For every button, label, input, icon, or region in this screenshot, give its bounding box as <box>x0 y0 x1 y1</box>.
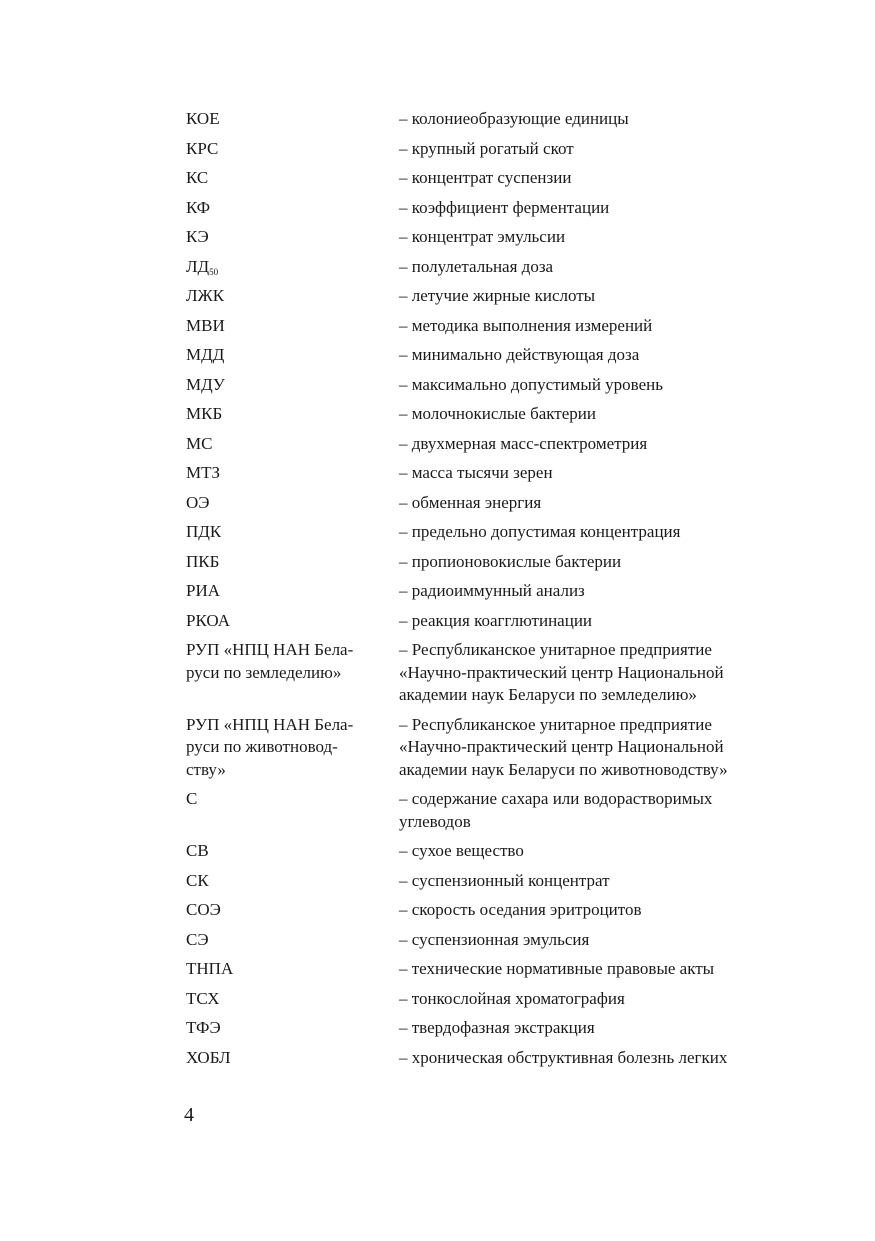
abbreviation-definition: – сухое вещество <box>399 841 524 860</box>
abbreviation-row <box>186 403 786 426</box>
abbreviation-term-text: ТНПА <box>186 959 234 978</box>
abbreviation-row <box>186 315 786 338</box>
abbreviation-row <box>186 639 786 707</box>
abbreviation-definition: – масса тысячи зерен <box>399 463 553 482</box>
abbreviation-term-text: МВИ <box>186 315 225 335</box>
abbreviation-definition: – методика выполнения измерений <box>399 315 653 335</box>
abbreviation-definition: – реакция коагглютинации <box>399 610 593 630</box>
abbreviation-term-text: МТЗ <box>186 463 221 482</box>
abbreviation-definition: – содержание сахара или водорастворимых углеводов <box>399 789 713 831</box>
abbreviation-term <box>186 988 399 1011</box>
abbreviation-term-text: ТФЭ <box>186 1018 221 1037</box>
abbreviation-row <box>186 840 786 863</box>
abbreviation-definition: – обменная энергия <box>399 492 542 512</box>
abbreviation-term-text: КЭ <box>186 227 209 246</box>
abbreviation-term <box>186 492 399 515</box>
abbreviation-row <box>186 197 786 220</box>
abbreviation-definition: – летучие жирные кислоты <box>399 286 596 305</box>
abbreviation-definition: – полулетальная доза <box>399 256 554 276</box>
abbreviation-definition: – концентрат эмульсии <box>399 227 566 246</box>
abbreviation-row <box>186 462 786 485</box>
abbreviation-term <box>186 870 399 893</box>
abbreviation-definition: – крупный рогатый скот <box>399 138 574 158</box>
abbreviation-term-text: ПКБ <box>186 551 220 571</box>
abbreviation-term-text: ТСХ <box>186 988 220 1008</box>
abbreviation-row <box>186 167 786 190</box>
abbreviation-term-text: СК <box>186 870 209 890</box>
abbreviation-row <box>186 374 786 397</box>
abbreviation-term <box>186 462 399 485</box>
abbreviation-term <box>186 899 399 922</box>
abbreviation-row <box>186 988 786 1011</box>
abbreviation-row <box>186 285 786 308</box>
abbreviation-term <box>186 167 399 190</box>
abbreviation-definition: – молочнокислые бактерии <box>399 404 596 423</box>
abbreviation-row <box>186 256 786 279</box>
abbreviation-definition: – пропионовокислые бактерии <box>399 551 622 571</box>
abbreviation-term <box>186 639 399 707</box>
abbreviation-row <box>186 714 786 782</box>
abbreviation-term-text: КС <box>186 168 209 187</box>
abbreviation-row <box>186 610 786 633</box>
abbreviation-definition: – хроническая обструктивная болезнь легких <box>399 1047 728 1067</box>
abbreviation-definition: – минимально действующая доза <box>399 345 640 364</box>
abbreviation-term <box>186 433 399 456</box>
abbreviation-row <box>186 870 786 893</box>
abbreviation-term-text: МС <box>186 433 213 453</box>
abbreviation-term-text: МДД <box>186 345 225 364</box>
abbreviation-subscript: 50 <box>209 266 219 277</box>
abbreviation-row <box>186 108 786 131</box>
abbreviation-term <box>186 226 399 249</box>
abbreviation-definition: – суспензионный концентрат <box>399 870 610 890</box>
abbreviation-term <box>186 580 399 603</box>
abbreviation-term-text: ХОБЛ <box>186 1047 231 1067</box>
abbreviation-row <box>186 344 786 367</box>
abbreviation-row <box>186 788 786 833</box>
abbreviation-row <box>186 1047 786 1070</box>
abbreviation-term-text: МКБ <box>186 404 223 423</box>
abbreviation-row <box>186 521 786 544</box>
abbreviation-term-text: МДУ <box>186 374 225 394</box>
abbreviation-row <box>186 899 786 922</box>
abbreviation-term-text: РУП «НПЦ НАН Бела- руси по земледелию» <box>186 640 354 682</box>
abbreviation-term <box>186 521 399 544</box>
abbreviation-term-text: КОЕ <box>186 109 220 128</box>
abbreviation-term-text: С <box>186 789 198 808</box>
abbreviation-definition: – колониеобразующие единицы <box>399 109 629 128</box>
abbreviation-term <box>186 197 399 220</box>
abbreviation-definition: – технические нормативные правовые акты <box>399 959 715 978</box>
abbreviation-term-text: РУП «НПЦ НАН Бела- руси по животновод- ству» <box>186 714 354 779</box>
abbreviation-row <box>186 929 786 952</box>
abbreviation-term <box>186 551 399 574</box>
abbreviation-row <box>186 958 786 981</box>
abbreviation-term <box>186 138 399 161</box>
abbreviation-row <box>186 551 786 574</box>
abbreviation-row <box>186 492 786 515</box>
abbreviation-row <box>186 580 786 603</box>
abbreviation-term <box>186 344 399 367</box>
abbreviation-term <box>186 958 399 981</box>
abbreviation-term-text: КФ <box>186 197 211 217</box>
abbreviation-term <box>186 714 399 782</box>
abbreviation-term-text: ОЭ <box>186 492 210 512</box>
abbreviation-definition: – суспензионная эмульсия <box>399 929 590 949</box>
abbreviation-definition: – твердофазная экстракция <box>399 1018 595 1037</box>
abbreviation-list <box>186 108 786 1076</box>
abbreviation-definition: – концентрат суспензии <box>399 168 572 187</box>
abbreviation-definition: – двухмерная масс-спектрометрия <box>399 433 648 453</box>
abbreviation-term-text: ЛЖК <box>186 286 225 305</box>
abbreviation-definition: – предельно допустимая концентрация <box>399 522 681 541</box>
abbreviation-definition: – Республиканское унитарное предприятие «Научно-практический центр Национальной академии наук Беларуси по земледелию» <box>399 640 724 704</box>
abbreviation-term <box>186 374 399 397</box>
abbreviation-definition: – Республиканское унитарное предприятие «Научно-практический центр Национальной академии наук Беларуси по животноводству» <box>399 714 728 779</box>
abbreviation-term <box>186 840 399 863</box>
abbreviation-definition: – максимально допустимый уровень <box>399 374 664 394</box>
abbreviation-term <box>186 610 399 633</box>
abbreviation-row <box>186 1017 786 1040</box>
page-number: 4 <box>184 1104 194 1126</box>
abbreviation-term-text: КРС <box>186 138 219 158</box>
abbreviation-term-text: РКОА <box>186 610 231 630</box>
abbreviation-term <box>186 108 399 131</box>
abbreviation-term <box>186 315 399 338</box>
abbreviation-term <box>186 403 399 426</box>
abbreviation-term <box>186 929 399 952</box>
abbreviation-definition: – тонкослойная хроматография <box>399 988 625 1008</box>
abbreviation-term-text: СВ <box>186 841 209 860</box>
abbreviation-term <box>186 1047 399 1070</box>
abbreviation-definition: – коэффициент ферментации <box>399 197 610 217</box>
abbreviation-term <box>186 285 399 308</box>
abbreviation-row <box>186 138 786 161</box>
abbreviation-row <box>186 433 786 456</box>
abbreviation-term-text: СОЭ <box>186 900 221 919</box>
abbreviation-term-text: РИА <box>186 581 221 600</box>
abbreviation-row <box>186 226 786 249</box>
abbreviation-definition: – скорость оседания эритроцитов <box>399 900 642 919</box>
abbreviation-term <box>186 256 399 279</box>
abbreviation-term <box>186 1017 399 1040</box>
abbreviation-term-text: ПДК <box>186 522 222 541</box>
abbreviation-term-text: СЭ <box>186 929 209 949</box>
abbreviation-definition: – радиоиммунный анализ <box>399 581 585 600</box>
abbreviation-term <box>186 788 399 833</box>
abbreviation-term-text: ЛД <box>186 256 210 276</box>
